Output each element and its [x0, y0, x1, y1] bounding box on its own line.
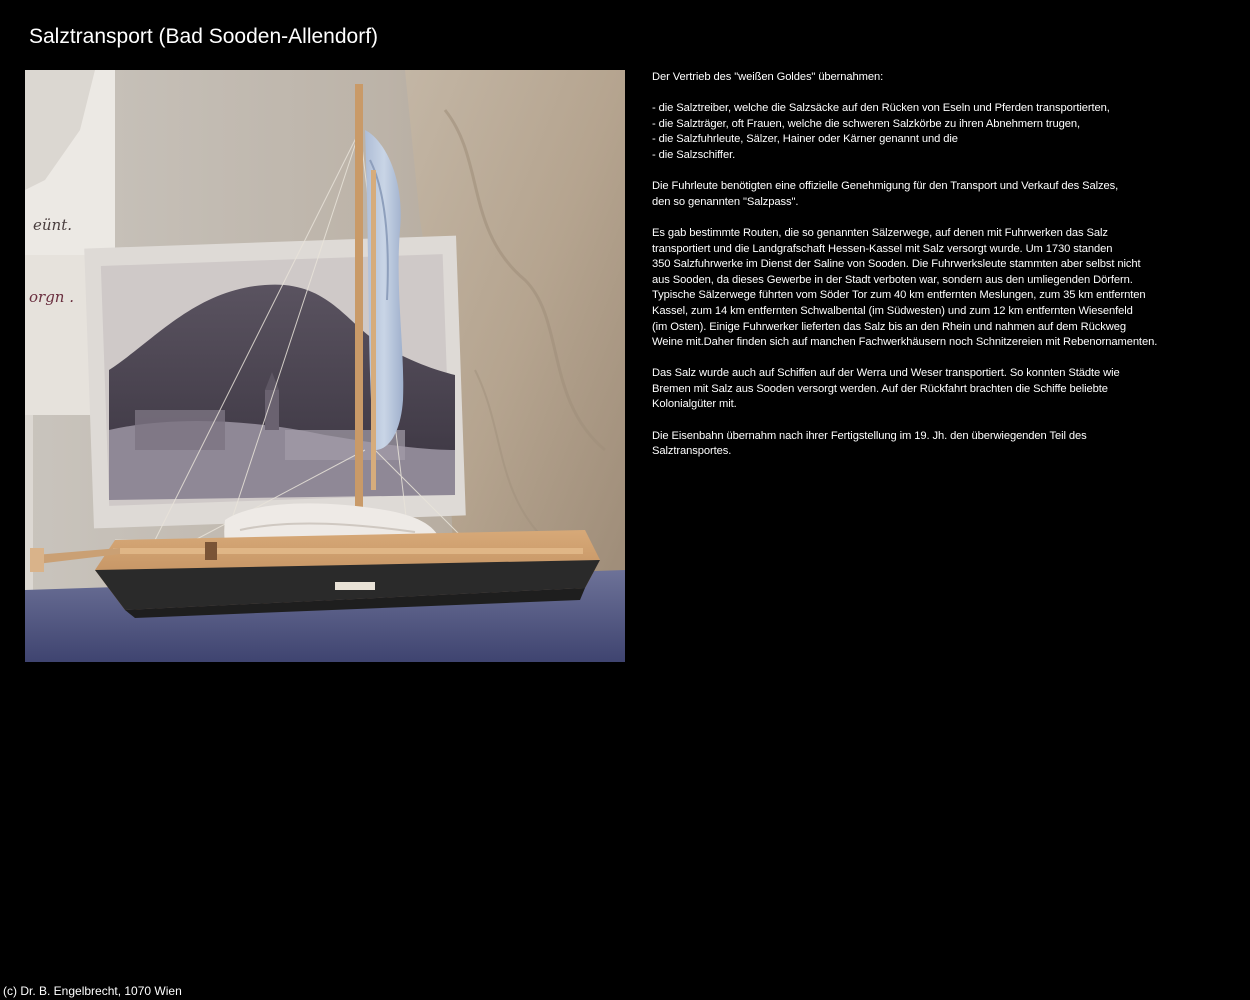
- list-item: - die Salzschiffer.: [652, 148, 736, 161]
- text-line: Typische Sälzerwege führten vom Söder Tor zum 40 km entfernten Meslungen, zum 35 km entfernten: [652, 289, 1146, 302]
- eisenbahn-paragraph: [652, 429, 1232, 460]
- list-item: - die Salztreiber, welche die Salzsäcke auf den Rücken von Eseln und Pferden transportierten,: [652, 102, 1110, 115]
- text-line: Weine mit.Daher finden sich auf manchen Fachwerkhäusern noch Schnitzereien mit Rebenornamenten.: [652, 336, 1158, 349]
- text-line: 350 Salzfuhrwerke im Dienst der Saline von Sooden. Die Fuhrwerksleute stammten aber selbst nicht: [652, 258, 1141, 271]
- list-paragraph: [652, 101, 1232, 163]
- description-text: [652, 70, 1232, 475]
- text-line: Kolonialgüter mit.: [652, 398, 737, 411]
- intro-paragraph: [652, 70, 1232, 86]
- text-line: Die Fuhrleute benötigten eine offizielle Genehmigung für den Transport und Verkauf des Salzes,: [652, 180, 1119, 193]
- text-line: Es gab bestimmte Routen, die so genannten Sälzerwege, auf denen mit Fuhrwerken das Salz: [652, 226, 1108, 239]
- list-item: - die Salzfuhrleute, Sälzer, Hainer oder Kärner genannt und die: [652, 133, 958, 146]
- photo-illustration: [25, 70, 625, 662]
- text-line: Salztransportes.: [652, 445, 732, 458]
- salt-boat-model-photo: [25, 70, 625, 662]
- text-line: (im Osten). Einige Fuhrwerker lieferten das Salz bis an den Rhein und nahmen auf dem Rückweg: [652, 320, 1126, 333]
- handwriting-text-2: orgn .: [29, 288, 74, 306]
- schiffe-paragraph: [652, 366, 1232, 413]
- text-line: aus Sooden, da dieses Gewerbe in der Stadt verboten war, sondern aus den umliegenden Dörfern.: [652, 273, 1133, 286]
- intro-line: Der Vertrieb des "weißen Goldes" übernahmen:: [652, 71, 884, 83]
- text-line: transportiert und die Landgrafschaft Hessen-Kassel mit Salz versorgt wurde. Um 1730 standen: [652, 242, 1113, 255]
- text-line: Kassel, zum 14 km entfernten Schwalbental (im Südwesten) und zum 12 km entfernten Wiesenfeld: [652, 304, 1133, 317]
- routen-paragraph: [652, 226, 1232, 351]
- text-line: Das Salz wurde auch auf Schiffen auf der Werra und Weser transportiert. So konnten Städte wie: [652, 367, 1120, 380]
- page-title: Salztransport (Bad Sooden-Allendorf): [29, 25, 379, 48]
- text-line: den so genannten "Salzpass".: [652, 195, 799, 208]
- fuhrleute-paragraph: [652, 179, 1232, 210]
- list-item: - die Salzträger, oft Frauen, welche die schweren Salzkörbe zu ihren Abnehmern trugen,: [652, 117, 1080, 130]
- handwriting-text-1: eünt.: [33, 216, 72, 234]
- text-line: Bremen mit Salz aus Sooden versorgt werden. Auf der Rückfahrt brachten die Schiffe beliebte: [652, 382, 1108, 395]
- text-line: Die Eisenbahn übernahm nach ihrer Fertigstellung im 19. Jh. den überwiegenden Teil des: [652, 429, 1087, 442]
- copyright-footer: (c) Dr. B. Engelbrecht, 1070 Wien: [3, 984, 182, 998]
